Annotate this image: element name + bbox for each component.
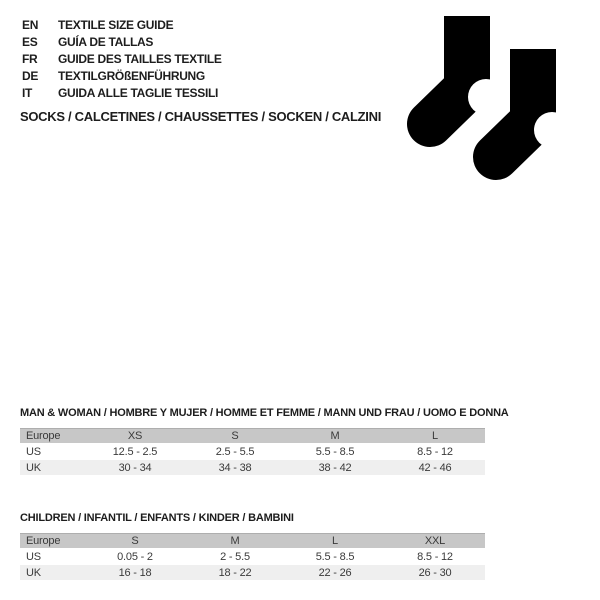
language-label: TEXTILE SIZE GUIDE [58, 17, 174, 32]
column-header: Europe [26, 535, 61, 547]
language-row-it [22, 84, 222, 101]
category-title: SOCKS / CALCETINES / CHAUSSETTES / SOCKEN / CALZINI [20, 109, 382, 124]
size-value: 18 - 22 [218, 566, 252, 579]
language-label: TEXTILGRÖßENFÜHRUNG [58, 68, 205, 83]
column-header: M [230, 535, 240, 547]
language-list [22, 16, 222, 101]
size-value: 16 - 18 [118, 566, 152, 579]
column-header: XS [127, 430, 143, 442]
size-value: 34 - 38 [218, 461, 252, 474]
size-value: 5.5 - 8.5 [315, 550, 355, 563]
socks-icon [403, 8, 561, 180]
size-table-man-woman [20, 407, 509, 476]
row-label: UK [26, 461, 41, 474]
size-value: 8.5 - 12 [417, 445, 453, 458]
column-header: L [332, 535, 338, 547]
language-code: IT [22, 85, 33, 100]
size-value: 38 - 42 [318, 461, 352, 474]
size-value: 12.5 - 2.5 [112, 445, 158, 458]
table-row-uk [20, 460, 485, 476]
size-value: 2 - 5.5 [220, 550, 250, 563]
language-row-en [22, 16, 222, 33]
size-table-children [20, 512, 485, 581]
column-header: XXL [424, 535, 446, 547]
size-value: 42 - 46 [418, 461, 452, 474]
size-value: 26 - 30 [418, 566, 452, 579]
table-row-us [20, 444, 485, 460]
language-label: GUIDE DES TAILLES TEXTILE [58, 51, 222, 66]
column-header: S [231, 430, 239, 442]
row-label: US [26, 445, 41, 458]
table-header-row [20, 533, 485, 549]
column-header: Europe [26, 430, 61, 442]
sock-right-shape [496, 49, 561, 157]
row-label: US [26, 550, 41, 563]
size-value: 0.05 - 2 [117, 550, 153, 563]
language-code: FR [22, 51, 38, 66]
table-row-us [20, 549, 485, 565]
language-row-de [22, 67, 222, 84]
column-header: M [330, 430, 340, 442]
size-value: 22 - 26 [318, 566, 352, 579]
table-title: CHILDREN / INFANTIL / ENFANTS / KINDER / BAMBINI [20, 512, 294, 524]
column-header: L [432, 430, 438, 442]
language-code: ES [22, 34, 38, 49]
table-title: MAN & WOMAN / HOMBRE Y MUJER / HOMME ET FEMME / MANN UND FRAU / UOMO E DONNA [20, 407, 509, 419]
size-value: 5.5 - 8.5 [315, 445, 355, 458]
column-header: S [131, 535, 139, 547]
language-label: GUIDA ALLE TAGLIE TESSILI [58, 85, 219, 100]
sock-left-shape [430, 16, 504, 124]
language-row-fr [22, 50, 222, 67]
size-value: 2.5 - 5.5 [215, 445, 255, 458]
language-code: EN [22, 17, 39, 32]
language-code: DE [22, 68, 39, 83]
row-label: UK [26, 566, 41, 579]
size-value: 8.5 - 12 [417, 550, 453, 563]
language-row-es [22, 33, 222, 50]
table-header-row [20, 428, 485, 444]
size-value: 30 - 34 [118, 461, 152, 474]
language-label: GUÍA DE TALLAS [58, 34, 154, 49]
table-row-uk [20, 565, 485, 581]
